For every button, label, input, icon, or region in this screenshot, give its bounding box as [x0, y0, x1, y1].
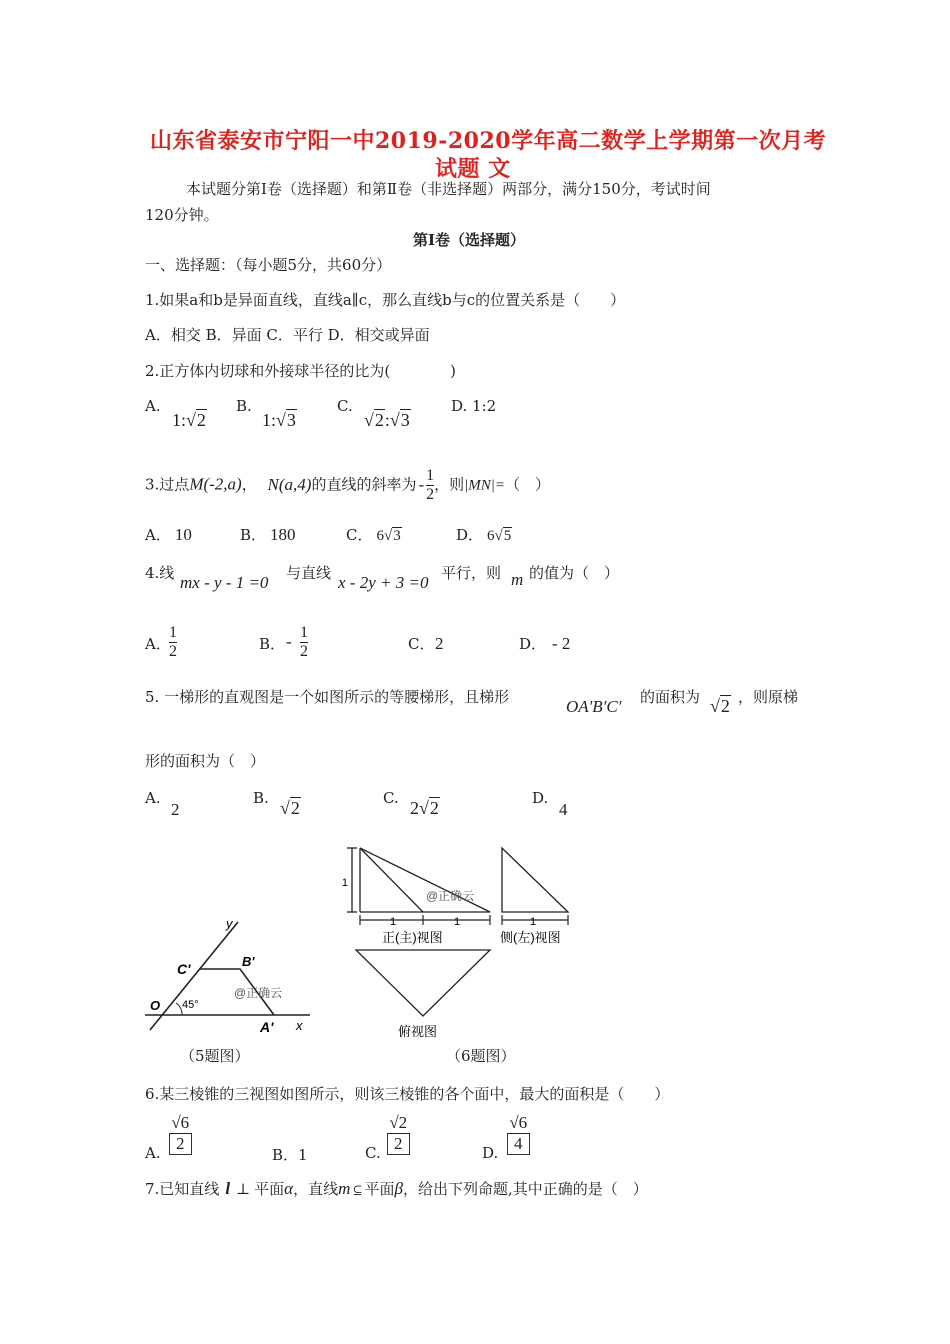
q4-option-a-label: A．	[145, 635, 171, 653]
intro-line: 本试题分第Ⅰ卷（选择题）和第Ⅱ卷（非选择题）两部分，满分150分，考试时间	[186, 180, 711, 198]
watermark: @正确云	[426, 889, 475, 903]
question-1-stem: 1.如果a和b是异面直线，直线a∥c，那么直线b与c的位置关系是（ ）	[145, 291, 626, 309]
q5-option-a-label: A.	[145, 789, 161, 807]
q4-option-d-value: - 2	[552, 634, 571, 653]
origin-label: O	[150, 998, 161, 1013]
question-4-end: 的值为（ ）	[529, 564, 620, 582]
q5-option-b-value: √2	[280, 798, 300, 818]
q2-option-a-label: A.	[145, 397, 161, 415]
q2-option-c-label: C.	[337, 397, 353, 415]
q2-option-c-value: √2:√3	[364, 410, 410, 430]
question-5-mid: 的面积为	[640, 688, 701, 706]
question-4-mid: 与直线	[286, 564, 332, 582]
figure-5-oblique-trapezoid	[140, 910, 320, 1040]
line-equation-1: mx - y - 1 =0	[180, 573, 269, 592]
y-label: y	[226, 916, 233, 931]
a-prime-label: A'	[260, 1019, 274, 1035]
q4-option-b-minus: -	[286, 632, 292, 651]
page-title-line2: 试题 文	[435, 156, 511, 182]
q4-option-c-label: C．	[408, 635, 435, 653]
front-width-label-2: 1	[454, 916, 461, 928]
q2-option-a-value: 1:√2	[172, 410, 206, 430]
q6-option-a-value: $\frac{√6}{2}$	[169, 1113, 192, 1155]
figure-6-three-views	[330, 838, 580, 1043]
question-5-stem: 5. 一梯形的直观图是一个如图所示的等腰梯形，且梯形	[145, 688, 510, 706]
q5-option-a-value: 2	[171, 800, 180, 819]
q2-option-d: D. 1:2	[451, 397, 497, 415]
q3-option-c: C． 6√3	[346, 526, 401, 544]
q3-option-d: D． 6√5	[456, 526, 512, 544]
variable-m: m	[511, 570, 524, 589]
q6-option-c-label: C.	[365, 1144, 381, 1162]
q6-option-b: B．1	[272, 1146, 308, 1164]
question-4-mid2: 平行，则	[441, 564, 502, 582]
figure-5-caption: （5题图）	[180, 1047, 250, 1065]
q5-option-c-label: C.	[383, 789, 399, 807]
side-view-label: 侧(左)视图	[500, 930, 561, 945]
front-height-label: 1	[341, 877, 348, 889]
intro-line: 120分钟。	[145, 206, 219, 224]
q4-option-d-label: D．	[519, 635, 547, 653]
q3-option-b: B． 180	[240, 525, 296, 544]
q4-option-b-label: B．	[259, 635, 286, 653]
q6-option-d-value: $\frac{√6}{4}$	[507, 1113, 530, 1155]
section-heading: 一、选择题：（每小题5分，共60分）	[145, 256, 392, 274]
b-prime-label: B'	[242, 954, 255, 969]
y-axis	[150, 922, 238, 1030]
c-prime-label: C'	[177, 961, 191, 977]
question-6-stem: 6.某三棱锥的三视图如图所示，则该三棱锥的各个面中，最大的面积是（ ）	[145, 1085, 670, 1103]
question-1-options: A．相交 B．异面 C．平行 D．相交或异面	[145, 326, 430, 344]
side-view-triangle	[502, 848, 568, 912]
q6-option-c-value: $\frac{√2}{2}$	[387, 1113, 410, 1155]
q4-option-b-value: $\frac{1}{2}$	[300, 624, 308, 660]
trapezoid-name: OA'B'C'	[566, 697, 622, 716]
trapezoid-area: √2	[710, 696, 730, 716]
q5-option-c-value: 2√2	[410, 798, 439, 818]
q6-option-d-label: D.	[482, 1144, 499, 1162]
q3-option-a: A． 10	[145, 525, 192, 544]
figure-6-caption: （6题图）	[446, 1047, 516, 1065]
front-view-label: 正(主)视图	[382, 930, 443, 945]
q5-option-d-label: D.	[532, 789, 549, 807]
page-title: 山东省泰安市宁阳一中2019-2020学年高二数学上学期第一次月考	[150, 128, 827, 154]
x-label: x	[296, 1018, 303, 1033]
question-5-end: ，则原梯	[738, 688, 799, 706]
side-width-label: 1	[530, 916, 537, 928]
slope-fraction: $\frac{1}{2}$	[426, 467, 435, 503]
question-3-stem: 3.过点M(-2,a)， N(a,4)的直线的斜率为 - $\frac{1}{2}$ ，则|MN|=（ ）	[145, 467, 551, 503]
part-heading: 第Ⅰ卷（选择题）	[413, 231, 526, 249]
q5-option-d-value: 4	[559, 800, 568, 819]
top-view-label: 俯视图	[398, 1024, 438, 1039]
q6-option-a-label: A.	[145, 1144, 161, 1162]
question-7-stem: 7.已知直线 l ⊥ 平面α，直线m ⊆ 平面β，给出下列命题,其中正确的是（ ）	[145, 1179, 648, 1198]
line-equation-2: x - 2y + 3 =0	[338, 573, 429, 592]
q2-option-b-value: 1:√3	[262, 410, 296, 430]
top-view-triangle	[356, 950, 490, 1016]
q2-option-b-label: B.	[236, 397, 252, 415]
q4-option-c-value: 2	[435, 634, 444, 653]
front-width-label-1: 1	[390, 916, 397, 928]
q5-option-b-label: B.	[253, 789, 269, 807]
question-2-stem: 2.正方体内切球和外接球半径的比为( )	[145, 362, 457, 380]
question-5-line2: 形的面积为（ ）	[145, 752, 266, 770]
angle-label: 45°	[182, 999, 199, 1011]
front-view-edge	[360, 848, 423, 912]
question-4-stem: 4.线	[145, 564, 175, 582]
watermark: @正确云	[234, 986, 283, 1000]
q4-option-a-value: $\frac{1}{2}$	[169, 624, 177, 660]
